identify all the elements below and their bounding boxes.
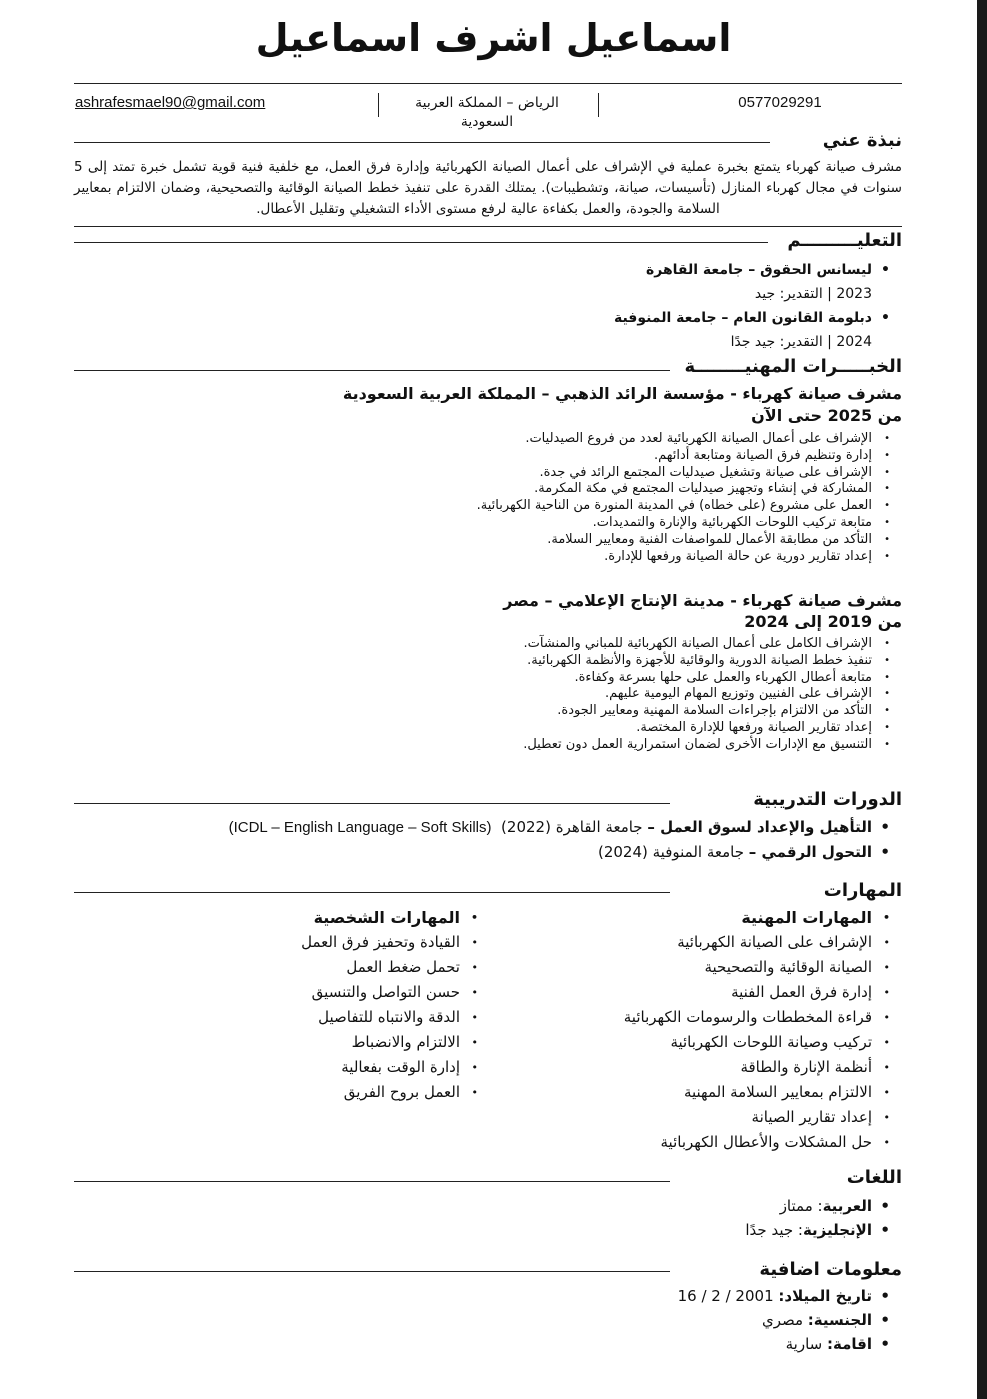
language-level: : جيد جدًا: [745, 1221, 803, 1239]
job-title: مشرف صيانة كهرباء - مدينة الإنتاج الإعلامي – مصر: [503, 591, 902, 610]
job-tasks: [477, 431, 902, 565]
list-item: • إعداد تقارير الصيانة: [624, 1105, 902, 1130]
list-item: • الالتزام بمعايير السلامة المهنية: [624, 1080, 902, 1105]
section-rule: [74, 226, 902, 227]
list-item: • التأكد من مطابقة الأعمال للمواصفات الفنية ومعايير السلامة.: [477, 532, 902, 549]
education-detail: 2023 | التقدير: جيد: [754, 286, 872, 302]
list-item: • إدارة الوقت بفعالية: [301, 1055, 490, 1080]
course-item: [229, 815, 902, 840]
course-name: التأهيل والإعداد لسوق العمل –: [647, 818, 872, 836]
skills-heading: • المهارات المهنية: [624, 905, 902, 930]
language-name: الإنجليزية: [802, 1221, 872, 1239]
list-item: • قراءة المخططات والرسومات الكهربائية: [624, 1005, 902, 1030]
list-item: • العمل على مشروع (على خطاه) في المدينة المنورة من الناحية الكهربائية.: [477, 498, 902, 515]
course-name: التحول الرقمي –: [748, 843, 872, 861]
extra-info-item: [678, 1308, 902, 1332]
list-item: • تركيب وصيانة اللوحات الكهربائية: [624, 1030, 902, 1055]
list-item: • متابعة أعطال الكهرباء والعمل على حلها بسرعة وكفاءة.: [523, 670, 902, 687]
list-item: • إدارة فرق العمل الفنية: [624, 980, 902, 1005]
page-edge-bar: [977, 0, 987, 1399]
extra-info-item: [678, 1284, 902, 1308]
education-detail: 2024 | التقدير: جيد جدًا: [730, 334, 872, 350]
summary-text: مشرف صيانة كهرباء يتمتع بخبرة عملية في الإشراف على أعمال الصيانة الكهربائية وإدارة فرق العمل، مع خلفية فنية قوية تشمل خبرة تمتد إلى 5 سنوات في مجال كهرباء المنازل (تأسيسات، صيانة، وتشطيبات). يمتلك القدرة على تنفيذ خطط الصيانة الوقائية والتصحيحية، وضمان الالتزام بمعايير السلامة والجودة، والعمل بكفاءة عالية لرفع مستوى الأداء التشغيلي وتقليل الأعطال.: [74, 159, 902, 217]
job-period: من 2025 حتى الآن: [751, 406, 902, 425]
extra-info-value: مصري: [761, 1311, 804, 1329]
list-item: • الإشراف على أعمال الصيانة الكهربائية لعدد من فروع الصيدليات.: [477, 431, 902, 448]
language-item: [745, 1218, 902, 1242]
section-rule: [74, 1181, 670, 1182]
list-item: • التأكد من الالتزام بإجراءات السلامة المهنية ومعايير الجودة.: [523, 703, 902, 720]
list-item: • الإشراف على صيانة وتشغيل صيدليات المجتمع الرائد في جدة.: [477, 465, 902, 482]
extra-info-label: الجنسية:: [807, 1311, 872, 1329]
summary-title: نبذة عني: [822, 130, 902, 151]
education-degree: • دبلومة القانون العام – جامعة المنوفية: [614, 306, 902, 330]
list-item: • الإشراف الكامل على أعمال الصيانة الكهربائية للمباني والمنشآت.: [523, 636, 902, 653]
candidate-name: اسماعيل اشرف اسماعيل: [255, 16, 732, 60]
personal-skills: [301, 905, 490, 1105]
contact-separator: [378, 93, 379, 117]
extra-info-list: [678, 1284, 902, 1356]
list-item: • إعداد تقارير الصيانة ورفعها للإدارة المختصة.: [523, 720, 902, 737]
section-rule: [74, 370, 670, 371]
courses-list: [229, 815, 902, 865]
education-list: [614, 258, 902, 354]
list-item: • إدارة وتنظيم فرق الصيانة ومتابعة أدائهم.: [477, 448, 902, 465]
course-extra: (ICDL – English Language – Soft Skills): [228, 819, 492, 836]
section-rule: [74, 892, 670, 893]
extra-info-item: [678, 1332, 902, 1356]
extra-info-title: معلومات اضافية: [759, 1259, 902, 1280]
list-item: • المشاركة في إنشاء وتجهيز صيدليات المجتمع في مكة المكرمة.: [477, 481, 902, 498]
languages-list: [745, 1194, 902, 1242]
list-item: • التنسيق مع الإدارات الأخرى لضمان استمرارية العمل دون تعطيل.: [523, 737, 902, 754]
list-item: • الصيانة الوقائية والتصحيحية: [624, 955, 902, 980]
course-detail: جامعة القاهرة (2022): [501, 818, 643, 836]
email-link[interactable]: ashrafesmael90@gmail.com: [75, 94, 266, 111]
extra-info-value: سارية: [785, 1335, 823, 1353]
courses-title: الدورات التدريبية: [753, 789, 902, 810]
languages-title: اللغات: [846, 1167, 902, 1188]
section-rule: [74, 1271, 670, 1272]
list-item: • الإشراف على الفنيين وتوزيع المهام اليومية عليهم.: [523, 686, 902, 703]
list-item: • الالتزام والانضباط: [301, 1030, 490, 1055]
header-divider: [74, 83, 902, 84]
phone-number: 0577029291: [738, 94, 822, 111]
professional-skills: [624, 905, 902, 1155]
list-item: • متابعة تركيب اللوحات الكهربائية والإنارة والتمديدات.: [477, 515, 902, 532]
section-rule: [74, 242, 768, 243]
extra-info-label: تاريخ الميلاد:: [778, 1287, 872, 1305]
list-item: • الإشراف على الصيانة الكهربائية: [624, 930, 902, 955]
course-item: [229, 840, 902, 865]
language-item: [745, 1194, 902, 1218]
course-detail: جامعة المنوفية (2024): [597, 843, 744, 861]
language-name: العربية: [822, 1197, 872, 1215]
list-item: • تحمل ضغط العمل: [301, 955, 490, 980]
job-tasks: [523, 636, 902, 754]
extra-info-label: اقامة:: [827, 1335, 872, 1353]
education-degree: • ليسانس الحقوق – جامعة القاهرة: [614, 258, 902, 282]
extra-info-value: 16 / 2 / 2001: [677, 1287, 774, 1305]
job-title: مشرف صيانة كهرباء - مؤسسة الرائد الذهبي – المملكة العربية السعودية: [342, 384, 902, 403]
contact-separator: [598, 93, 599, 117]
list-item: • أنظمة الإنارة والطاقة: [624, 1055, 902, 1080]
experience-title: الخبـــــرات المهنيــــــــة: [684, 356, 902, 377]
location-text: الرياض – المملكة العربية السعودية: [415, 95, 559, 130]
skills-heading: • المهارات الشخصية: [301, 905, 490, 930]
list-item: • حسن التواصل والتنسيق: [301, 980, 490, 1005]
list-item: • حل المشكلات والأعطال الكهربائية: [624, 1130, 902, 1155]
section-rule: [74, 142, 770, 143]
language-level: : ممتاز: [779, 1197, 823, 1215]
list-item: • تنفيذ خطط الصيانة الدورية والوقائية للأجهزة والأنظمة الكهربائية.: [523, 653, 902, 670]
list-item: • القيادة وتحفيز فرق العمل: [301, 930, 490, 955]
section-rule: [74, 803, 670, 804]
list-item: • إعداد تقارير دورية عن حالة الصيانة ورفعها للإدارة.: [477, 549, 902, 566]
list-item: • العمل بروح الفريق: [301, 1080, 490, 1105]
list-item: • الدقة والانتباه للتفاصيل: [301, 1005, 490, 1030]
education-title: التعليـــــــــم: [787, 230, 902, 251]
job-period: من 2019 إلى 2024: [744, 612, 902, 631]
skills-title: المهارات: [823, 880, 902, 901]
